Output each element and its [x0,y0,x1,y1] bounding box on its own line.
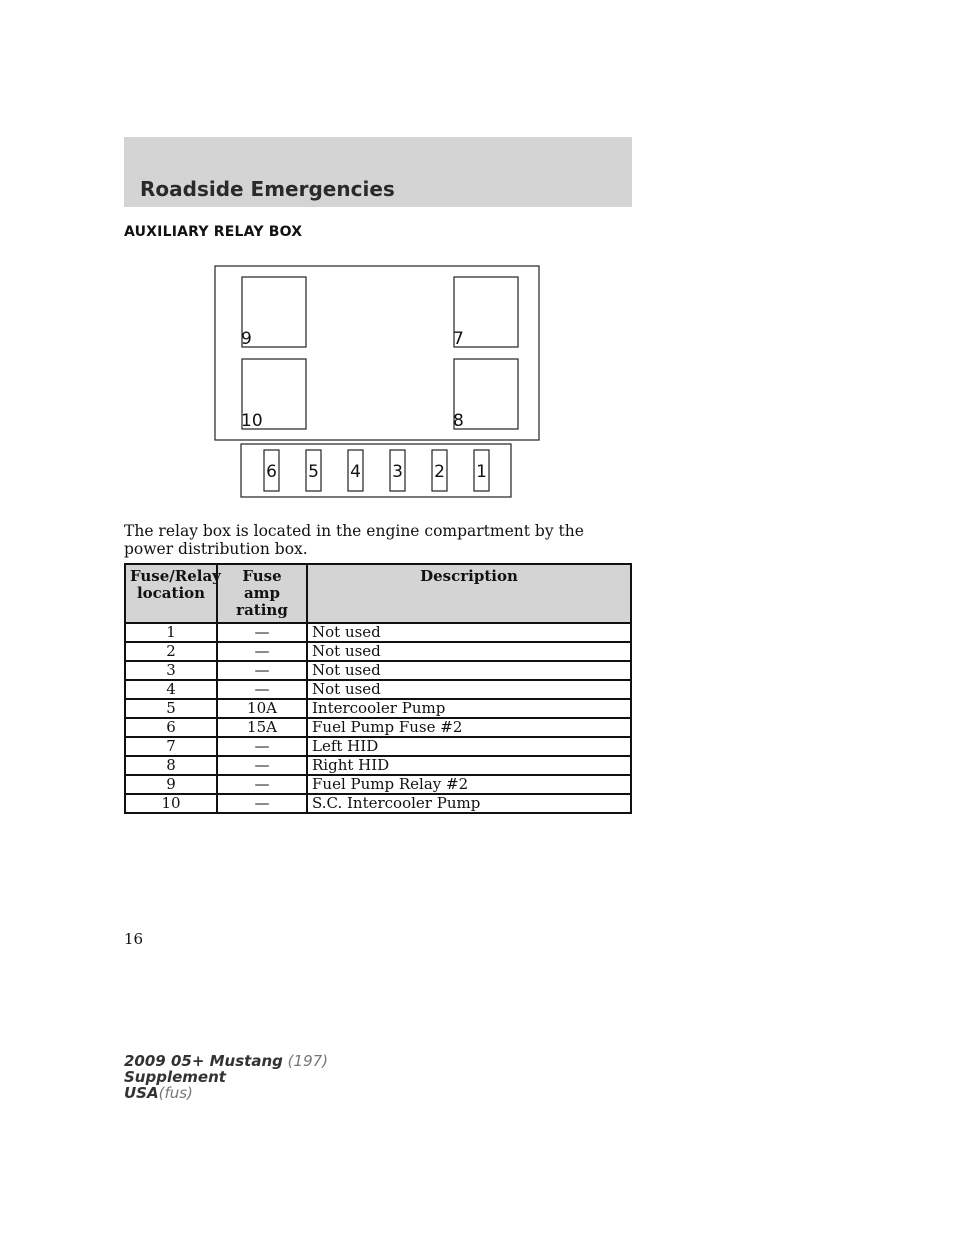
cell-location: 1 [125,623,217,642]
fuse-label-4: 4 [350,462,361,482]
cell-location: 5 [125,699,217,718]
table-row [125,737,631,756]
table-row [125,680,631,699]
fuse-label-1: 1 [476,462,487,482]
footer-supplement: Supplement [124,1068,226,1086]
chapter-title: Roadside Emergencies [140,177,395,201]
cell-location: 3 [125,661,217,680]
fuse-label-6: 6 [266,462,277,482]
cell-description: Not used [307,623,631,642]
cell-rating: — [217,642,307,661]
cell-location: 6 [125,718,217,737]
cell-description: Not used [307,642,631,661]
header-rating: Fuse amp rating [217,564,307,623]
intro-paragraph: The relay box is located in the engine compartment by the power distribution box. [124,522,584,558]
fuse-strip-outline [241,444,511,497]
page-number: 16 [124,930,144,948]
cell-description: Not used [307,680,631,699]
cell-location: 4 [125,680,217,699]
relay-label-7: 7 [453,329,464,349]
table-row [125,718,631,737]
cell-description: S.C. Intercooler Pump [307,794,631,813]
cell-rating: — [217,661,307,680]
footer-model: 2009 05+ Mustang [124,1052,283,1070]
relay-label-10: 10 [241,411,263,431]
footer-line-3 [124,1085,328,1101]
relay-box-diagram [0,0,960,520]
cell-description: Fuel Pump Fuse #2 [307,718,631,737]
table-row [125,756,631,775]
cell-description: Right HID [307,756,631,775]
cell-description: Intercooler Pump [307,699,631,718]
table-row [125,661,631,680]
fuse-label-2: 2 [434,462,445,482]
header-description: Description [307,564,631,623]
cell-location: 8 [125,756,217,775]
fuse-label-5: 5 [308,462,319,482]
footer-line-2 [124,1069,328,1085]
fuse-label-3: 3 [392,462,403,482]
footer-market-code: (fus) [158,1084,193,1102]
cell-rating: 15A [217,718,307,737]
footer-line-1 [124,1053,328,1069]
cell-rating: — [217,680,307,699]
relay-label-9: 9 [241,329,252,349]
section-title: AUXILIARY RELAY BOX [124,224,303,240]
cell-rating: — [217,623,307,642]
cell-description: Left HID [307,737,631,756]
table-row [125,642,631,661]
cell-location: 10 [125,794,217,813]
fuse-table-header-row [125,564,631,623]
cell-description: Fuel Pump Relay #2 [307,775,631,794]
fuse-table [124,563,632,814]
table-row [125,699,631,718]
footer-market: USA [124,1084,159,1102]
cell-rating: — [217,775,307,794]
cell-description: Not used [307,661,631,680]
cell-rating: 10A [217,699,307,718]
cell-location: 7 [125,737,217,756]
cell-location: 9 [125,775,217,794]
cell-location: 2 [125,642,217,661]
document-footer [124,1053,328,1101]
header-location: Fuse/Relay location [125,564,217,623]
relay-label-8: 8 [453,411,464,431]
footer-code: (197) [287,1052,329,1070]
cell-rating: — [217,794,307,813]
cell-rating: — [217,756,307,775]
table-row [125,794,631,813]
table-row [125,775,631,794]
table-row [125,623,631,642]
cell-rating: — [217,737,307,756]
